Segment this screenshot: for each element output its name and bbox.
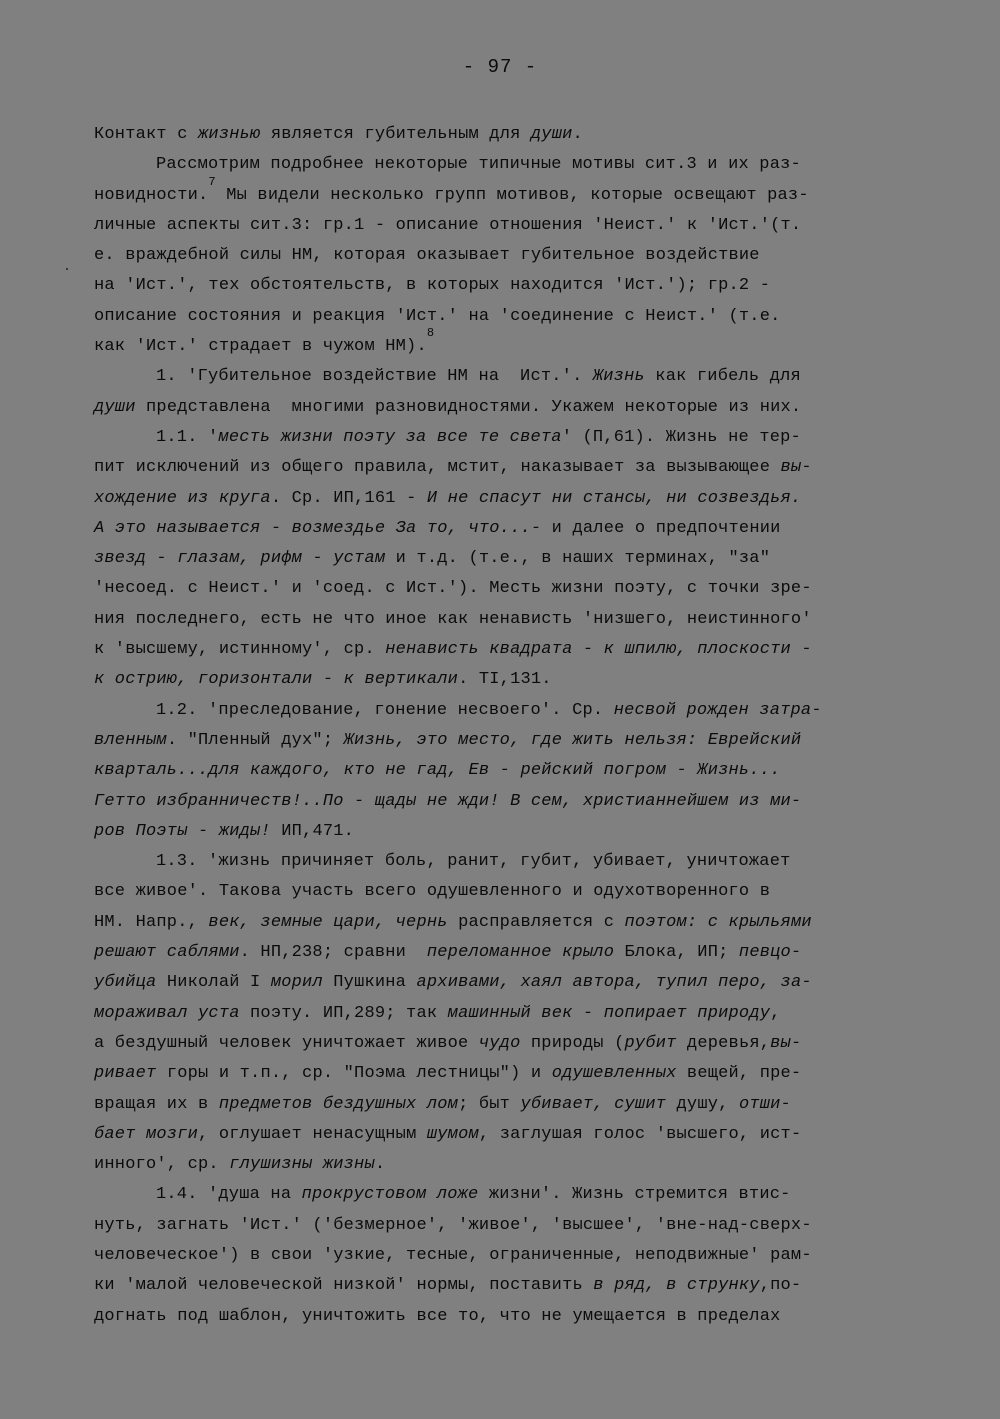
text-line — [94, 665, 924, 695]
text-line — [94, 999, 924, 1029]
text-segment: Блока, ИП; — [614, 943, 739, 963]
text-line — [94, 120, 924, 150]
italic-segment: отши- — [738, 1094, 791, 1114]
text-line — [94, 938, 924, 968]
italic-segment: звезд - глазам, рифм - устам — [94, 549, 386, 569]
text-line — [94, 696, 924, 726]
text-line — [94, 817, 924, 847]
scan-speck — [66, 268, 68, 270]
text-segment: к 'высшему, истинному', ср. — [94, 640, 386, 660]
text-segment: расправляется с — [447, 912, 625, 932]
italic-segment: одушевленных — [551, 1064, 677, 1084]
text-line — [94, 1120, 924, 1150]
text-segment: 'несоед. с Неист.' и 'соед. с Ист.'). Месть жизни поэту, с точки зре- — [94, 579, 812, 599]
text-segment: ИП,471. — [270, 821, 355, 841]
text-line — [94, 847, 924, 877]
text-line — [94, 908, 924, 938]
italic-segment: рубит — [624, 1033, 677, 1053]
text-line — [94, 326, 924, 362]
text-line — [94, 241, 924, 271]
text-line — [94, 150, 924, 180]
text-segment: догнать под шаблон, уничтожить все то, что не умещается в пределах — [94, 1306, 781, 1326]
text-line — [94, 605, 924, 635]
text-segment: . НП,238; сравни — [239, 943, 427, 963]
text-segment: , — [770, 1003, 781, 1023]
text-segment: деревья, — [676, 1033, 771, 1053]
italic-segment: Гетто избранничеств!..По - щады не жди! В сем, христианнейшем из ми- — [94, 791, 802, 811]
text-segment: описание состояния и реакция 'Ист.' на 'соединение с Неист.' (т.е. — [94, 306, 781, 326]
text-line — [94, 1271, 924, 1301]
text-segment: ; быт — [458, 1094, 521, 1114]
text-segment: 1.3. 'жизнь причиняет боль, ранит, губит, убивает, уничтожает — [156, 852, 791, 872]
text-line — [94, 484, 924, 514]
text-segment: , заглушая голос 'высшего, ист- — [478, 1124, 802, 1144]
italic-segment: кварталь...для каждого, кто не гад, Ев - рейский погром - Жизнь... — [94, 761, 781, 781]
italic-segment: души — [94, 397, 136, 417]
text-segment: ния последнего, есть не что иное как ненависть 'низшего, неистинного' — [94, 609, 812, 629]
italic-segment: переломанное крыло — [426, 943, 615, 963]
text-segment: . — [572, 125, 583, 144]
text-segment: жизни'. Жизнь стремится втис- — [478, 1185, 791, 1205]
text-segment: представлена многими разновидностями. Укажем некоторые из них. — [135, 397, 802, 417]
italic-segment: Жизнь — [592, 367, 645, 387]
italic-segment: бает мозги — [94, 1124, 199, 1144]
text-segment: е. враждебной силы НМ, которая оказывает губительное воздействие — [94, 246, 760, 266]
italic-segment: несвой рожден затра- — [613, 700, 822, 720]
text-segment: и т.д. (т.е., в наших терминах, "за" — [385, 549, 771, 569]
text-segment: горы и т.п., ср. "Поэма лестницы") и — [156, 1064, 552, 1084]
italic-segment: вленным — [94, 730, 167, 750]
italic-segment: жизнью — [198, 125, 261, 144]
italic-segment: ненависть квадрата - к шпилю, плоскости - — [385, 640, 812, 660]
text-line — [94, 756, 924, 786]
text-line — [94, 174, 924, 211]
italic-segment: Жизнь, это место, где жить нельзя: Еврейский — [343, 730, 802, 750]
italic-segment: хождение из круга — [94, 488, 271, 508]
italic-segment: в ряд, в струнку — [593, 1276, 760, 1296]
text-line — [94, 968, 924, 998]
italic-segment: певцо- — [738, 943, 802, 963]
italic-segment: мораживал уста — [94, 1003, 240, 1023]
text-segment: Николай I — [156, 973, 271, 993]
text-segment: . ТI,131. — [458, 670, 552, 690]
italic-segment: предметов бездушных лом — [218, 1094, 459, 1114]
text-line — [94, 1150, 924, 1180]
text-segment: инного', ср. — [94, 1155, 230, 1175]
text-line — [94, 574, 924, 604]
text-segment: , оглушает ненасущным — [198, 1124, 427, 1144]
text-line — [94, 514, 924, 544]
text-line — [94, 302, 924, 332]
text-segment: а бездушный человек уничтожает живое — [94, 1033, 479, 1053]
text-segment: все живое'. Такова участь всего одушевленного и одухотворенного в — [94, 882, 771, 902]
italic-segment: морил — [270, 973, 323, 993]
text-line — [94, 635, 924, 665]
text-segment: вещей, пре- — [676, 1064, 802, 1084]
text-segment: природы ( — [520, 1033, 625, 1053]
italic-segment: вы- — [780, 458, 812, 478]
italic-segment: убийца — [94, 973, 157, 993]
text-segment: ,по- — [759, 1276, 802, 1296]
text-segment: Пушкина — [322, 973, 417, 993]
text-line — [94, 362, 924, 392]
text-line — [94, 1029, 924, 1059]
italic-segment: век, земные цари, чернь — [208, 912, 448, 932]
text-line — [94, 1302, 924, 1332]
text-line — [94, 726, 924, 756]
text-segment: на 'Ист.', тех обстоятельств, в которых находится 'Ист.'); гр.2 - — [94, 276, 771, 296]
footnote-ref: 7 — [208, 174, 216, 189]
text-segment: . — [374, 1155, 386, 1175]
italic-segment: чудо — [478, 1033, 521, 1053]
text-line — [94, 544, 924, 574]
text-segment: нуть, загнать 'Ист.' ('безмерное', 'живое', 'высшее', 'вне-над-сверх- — [94, 1215, 812, 1235]
text-line — [94, 1059, 924, 1089]
text-line — [94, 1090, 924, 1120]
text-line — [94, 1241, 924, 1271]
text-segment: новидности. — [94, 185, 209, 205]
italic-segment: решают саблями — [94, 943, 240, 963]
body-text — [94, 120, 924, 1332]
text-segment: как 'Ист.' страдает в чужом НМ). — [94, 337, 427, 357]
text-segment: ' (П,61). Жизнь не тер- — [561, 427, 801, 447]
text-segment: является губительным для — [260, 125, 531, 144]
text-line — [94, 271, 924, 301]
text-segment: поэту. ИП,289; так — [239, 1003, 448, 1023]
text-segment: 1. 'Губительное воздействие НМ на Ист.'. — [156, 367, 593, 387]
italic-segment: А это называется - возмездье За то, что...- — [94, 518, 542, 538]
text-segment: пит исключений из общего правила, мстит, наказывает за вызывающее — [94, 458, 781, 478]
text-segment: вращая их в — [94, 1094, 219, 1114]
text-segment: как гибель для — [644, 367, 801, 387]
text-line — [94, 877, 924, 907]
italic-segment: ров Поэты - жиды! — [94, 821, 271, 841]
italic-segment: поэтом: с крыльями — [624, 912, 812, 932]
italic-segment: убивает, сушит — [520, 1094, 667, 1114]
text-segment: Контакт с — [94, 125, 199, 144]
text-segment: Мы видели несколько групп мотивов, которые освещают раз- — [215, 185, 809, 205]
text-segment: и далее о предпочтении — [541, 518, 781, 538]
text-segment: душу, — [666, 1094, 739, 1114]
text-line — [94, 453, 924, 483]
text-segment: человеческое') в свои 'узкие, тесные, ограниченные, неподвижные' рам- — [94, 1245, 812, 1265]
text-line — [94, 423, 924, 453]
text-line — [94, 1211, 924, 1241]
text-line — [94, 211, 924, 241]
text-segment: Рассмотрим подробнее некоторые типичные мотивы сит.3 и их раз- — [156, 155, 801, 175]
text-segment: . Ср. ИП,161 - — [270, 488, 427, 508]
footnote-ref: 8 — [426, 326, 435, 341]
text-line — [94, 393, 924, 423]
italic-segment: месть жизни поэту за все те света — [218, 427, 562, 447]
italic-segment: ривает — [94, 1064, 157, 1084]
italic-segment: вы- — [770, 1033, 802, 1053]
page-number: - 97 - — [462, 56, 538, 78]
italic-segment: И не спасут ни стансы, ни созвездья. — [426, 488, 802, 508]
italic-segment: прокрустовом ложе — [301, 1185, 479, 1205]
text-segment: НМ. Напр., — [94, 912, 209, 932]
text-segment: 1.4. 'душа на — [156, 1185, 302, 1205]
italic-segment: глушизны жизны — [229, 1155, 375, 1175]
text-segment: 1.2. 'преследование, гонение несвоего'. Ср. — [156, 700, 614, 720]
italic-segment: машинный век - попирает природу — [447, 1003, 771, 1023]
text-segment: . "Пленный дух"; — [166, 730, 344, 750]
text-segment: личные аспекты сит.3: гр.1 - описание отношения 'Неист.' к 'Ист.'(т. — [94, 215, 802, 235]
italic-segment: шумом — [426, 1124, 479, 1144]
text-segment: ки 'малой человеческой низкой' нормы, поставить — [94, 1276, 594, 1296]
italic-segment: души — [530, 125, 573, 144]
italic-segment: к острию, горизонтали - к вертикали — [94, 670, 459, 690]
italic-segment: архивами, хаял автора, тупил перо, за- — [416, 973, 812, 993]
text-line — [94, 787, 924, 817]
text-line — [94, 1180, 924, 1210]
text-segment: 1.1. ' — [156, 427, 219, 447]
